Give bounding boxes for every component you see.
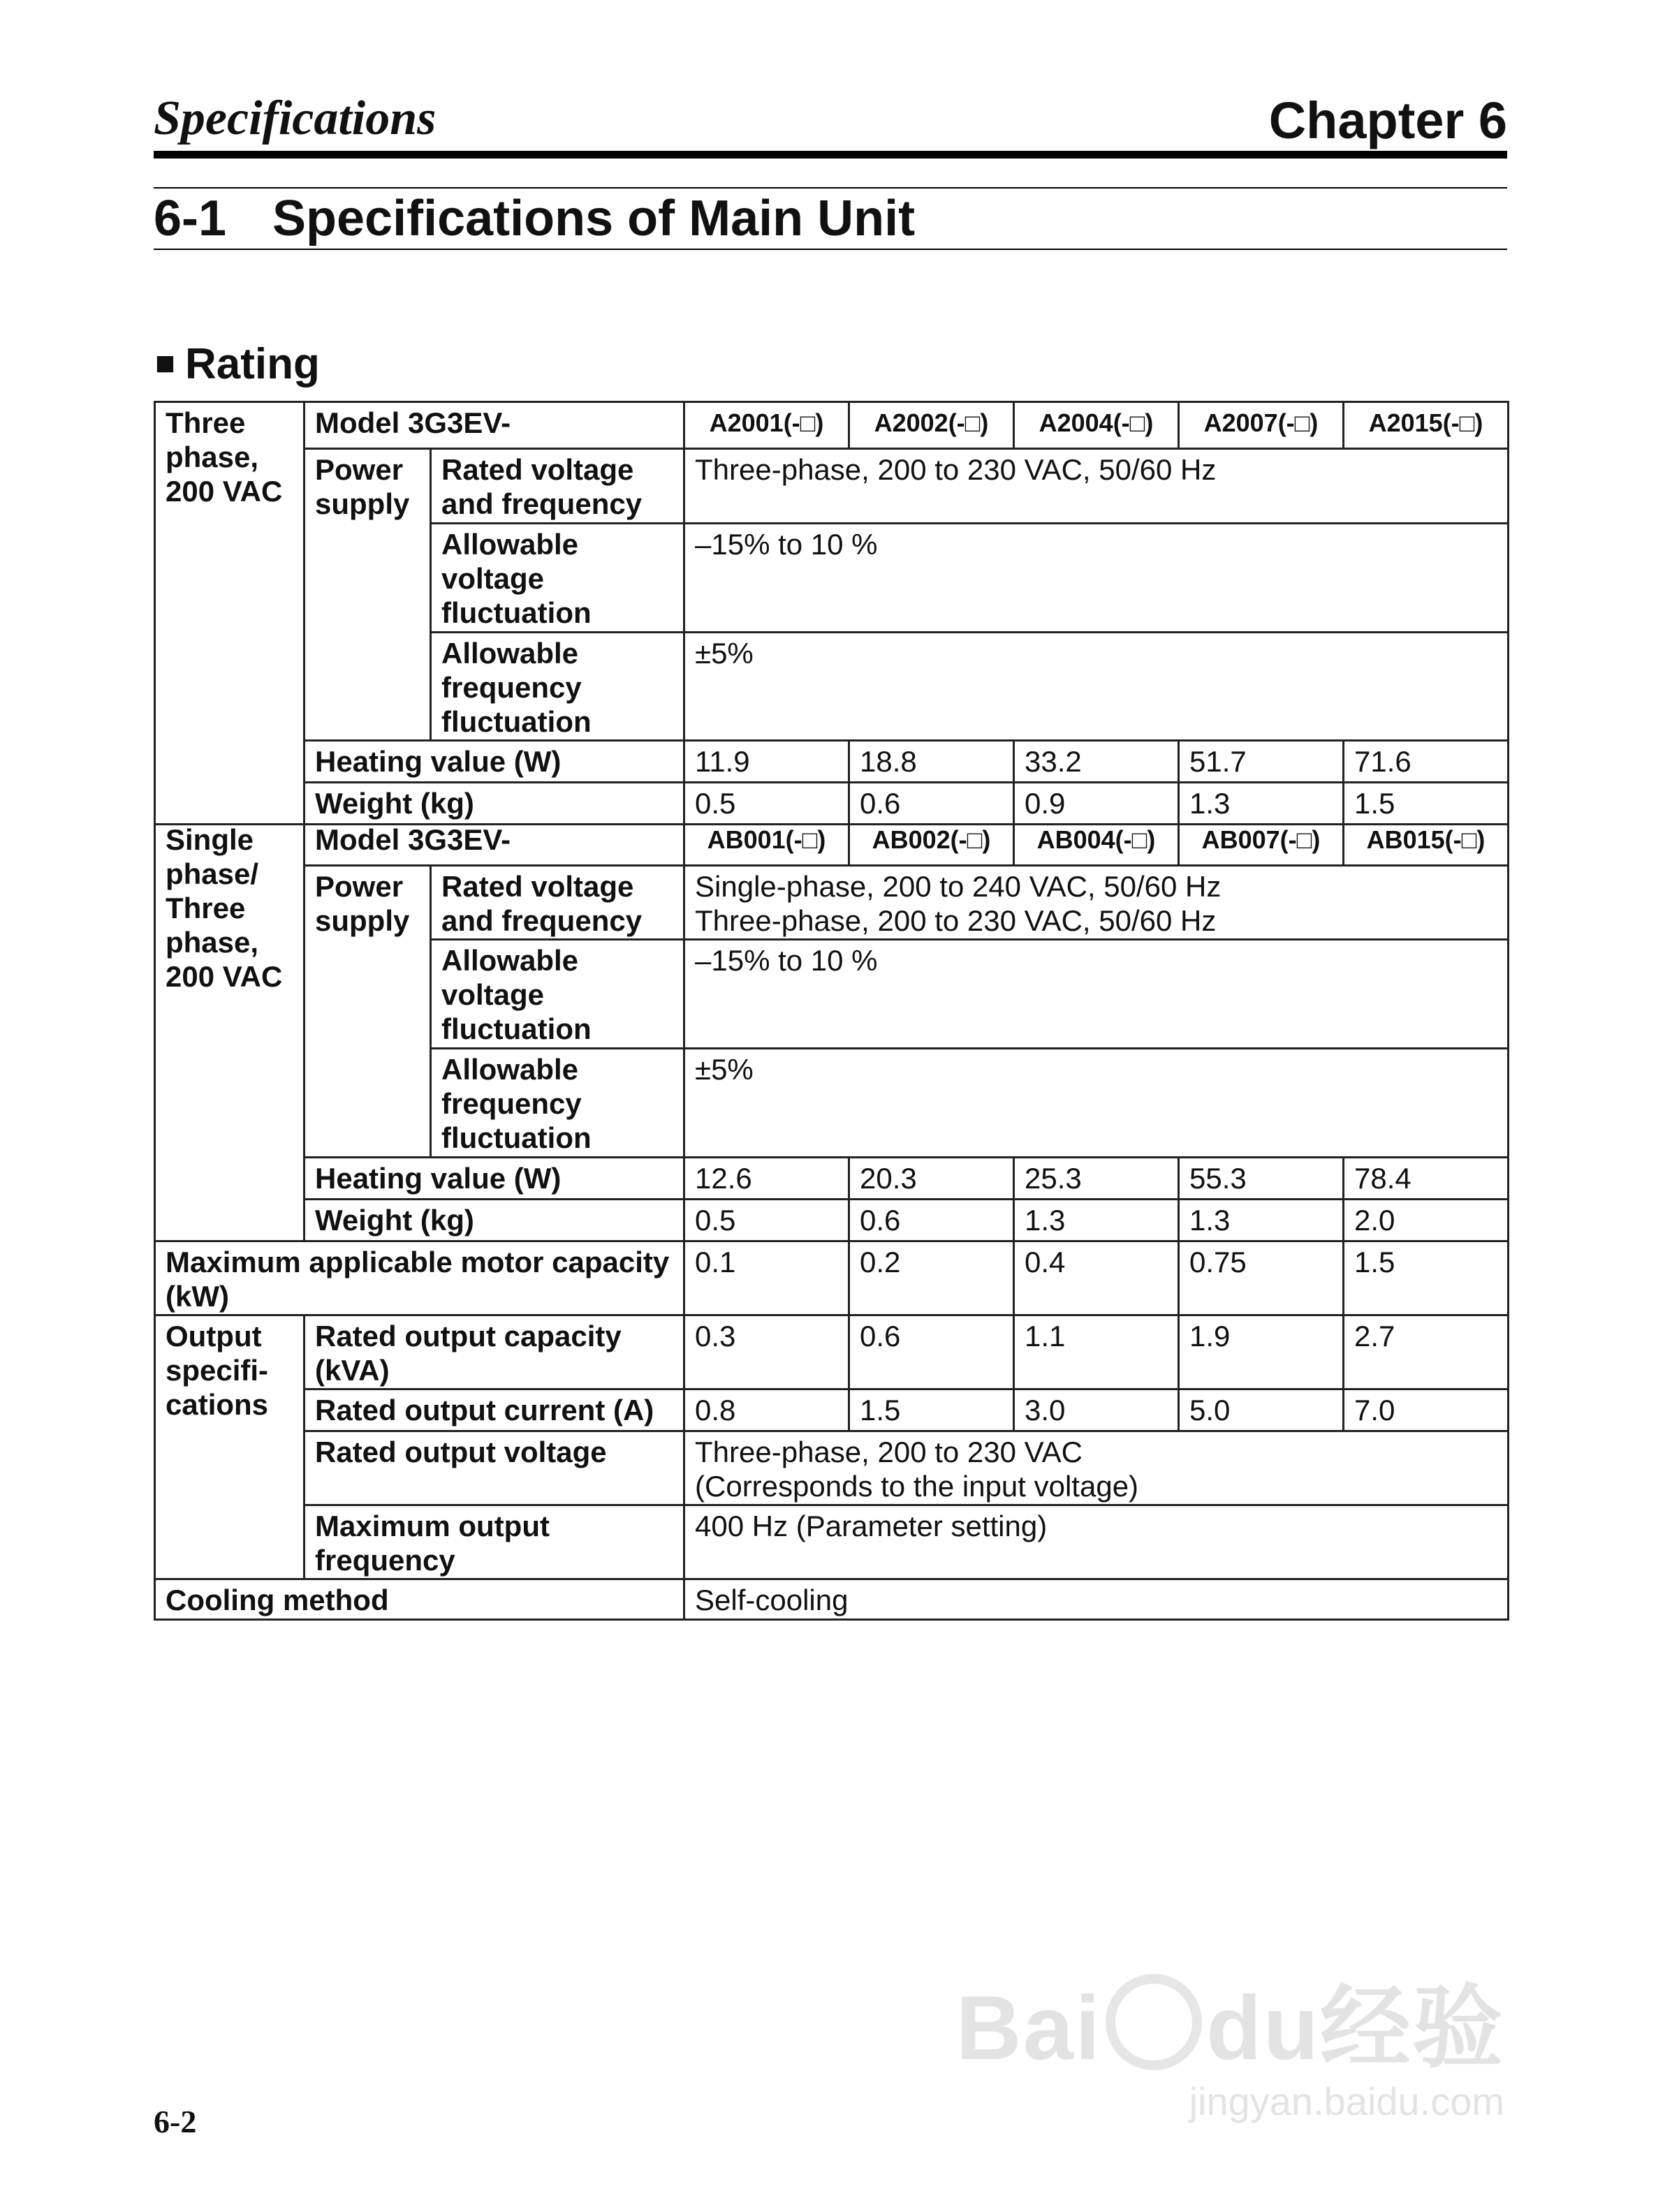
heating-label: Heating value (W) — [305, 1158, 684, 1200]
table-cell: 0.75 — [1179, 1241, 1344, 1315]
table-cell: 7.0 — [1344, 1389, 1509, 1431]
watermark-url: jingyan.baidu.com — [1189, 2079, 1504, 2123]
title-bottom-rule — [154, 249, 1507, 250]
model-cell: AB001(-□) — [684, 820, 849, 866]
model-cell: AB007(-□) — [1179, 820, 1344, 866]
table-cell: 0.2 — [849, 1241, 1014, 1315]
rated-voltage-line: Single-phase, 200 to 240 VAC, 50/60 Hz — [695, 870, 1222, 903]
table-row — [155, 1389, 1509, 1431]
watermark-brand-left: Bai — [955, 1977, 1102, 2079]
table-cell: 0.3 — [684, 1315, 849, 1389]
rated-voltage-value: Three-phase, 200 to 230 VAC, 50/60 Hz — [684, 449, 1509, 524]
table-cell: 33.2 — [1014, 741, 1179, 783]
table-cell: 71.6 — [1344, 741, 1509, 783]
table-row — [155, 783, 1509, 825]
header-chapter: Chapter 6 — [1268, 91, 1507, 149]
paw-logo-icon — [1106, 1974, 1202, 2070]
allowable-frequency-value: ±5% — [684, 1049, 1509, 1158]
table-cell: 0.4 — [1014, 1241, 1179, 1315]
baidu-watermark — [956, 1955, 1504, 2124]
rated-voltage-value — [684, 866, 1509, 940]
table-cell: 1.5 — [849, 1389, 1014, 1431]
table-cell: 0.1 — [684, 1241, 849, 1315]
table-row — [155, 402, 1509, 449]
allowable-voltage-value: –15% to 10 % — [684, 940, 1509, 1049]
table-cell: 1.3 — [1179, 1200, 1344, 1241]
table-cell: 1.5 — [1344, 783, 1509, 825]
table-cell: 1.5 — [1344, 1241, 1509, 1315]
allowable-voltage-value: –15% to 10 % — [684, 524, 1509, 633]
rated-output-voltage-label: Rated output voltage — [305, 1431, 684, 1505]
model-label: Model 3G3EV- — [305, 820, 684, 866]
rated-voltage-label: Rated voltage and frequency — [431, 449, 684, 524]
table-cell: 0.6 — [849, 783, 1014, 825]
model-cell: AB004(-□) — [1014, 820, 1179, 866]
table-cell: 0.6 — [849, 1200, 1014, 1241]
rating-table — [154, 401, 1509, 825]
watermark-brand-right: du — [1206, 1977, 1320, 2079]
table-cell: 3.0 — [1014, 1389, 1179, 1431]
weight-label: Weight (kg) — [305, 783, 684, 825]
table-row — [155, 1241, 1509, 1315]
table-cell: 1.3 — [1014, 1200, 1179, 1241]
model-cell: A2007(-□) — [1179, 402, 1344, 449]
model-cell: A2001(-□) — [684, 402, 849, 449]
max-output-frequency-value: 400 Hz (Parameter setting) — [684, 1505, 1509, 1579]
power-supply-label: Power supply — [305, 449, 431, 741]
cooling-value: Self-cooling — [684, 1579, 1509, 1620]
rated-output-capacity-label: Rated output capacity (kVA) — [305, 1315, 684, 1389]
table-cell: 1.9 — [1179, 1315, 1344, 1389]
table-cell: 0.6 — [849, 1315, 1014, 1389]
rated-output-voltage-value — [684, 1431, 1509, 1505]
model-cell: A2015(-□) — [1344, 402, 1509, 449]
table-cell: 0.8 — [684, 1389, 849, 1431]
square-bullet-icon: ■ — [155, 345, 175, 382]
cooling-label: Cooling method — [155, 1579, 684, 1620]
model-label: Model 3G3EV- — [305, 402, 684, 449]
allowable-voltage-label: Allowable voltage fluctuation — [431, 940, 684, 1049]
table-cell: 0.5 — [684, 1200, 849, 1241]
table-cell: 25.3 — [1014, 1158, 1179, 1200]
table-cell: 20.3 — [849, 1158, 1014, 1200]
section-title-text: Specifications of Main Unit — [272, 191, 916, 246]
table-cell: 5.0 — [1179, 1389, 1344, 1431]
header-rule — [154, 151, 1507, 158]
heating-label: Heating value (W) — [305, 741, 684, 783]
rated-output-voltage-line: Three-phase, 200 to 230 VAC — [695, 1436, 1083, 1468]
rated-output-voltage-line: (Corresponds to the input voltage) — [695, 1470, 1139, 1503]
table-row — [155, 449, 1509, 524]
model-cell: A2002(-□) — [849, 402, 1014, 449]
page-number: 6-2 — [154, 2104, 197, 2139]
title-top-rule — [154, 187, 1507, 189]
table-row — [155, 866, 1509, 940]
rated-voltage-label: Rated voltage and frequency — [431, 866, 684, 940]
table-cell: 11.9 — [684, 741, 849, 783]
subsection-title — [155, 339, 320, 389]
table-row — [155, 1579, 1509, 1620]
model-cell: AB002(-□) — [849, 820, 1014, 866]
table-row — [155, 1158, 1509, 1200]
output-label: Output specifi- cations — [155, 1315, 305, 1579]
power-supply-label: Power supply — [305, 866, 431, 1158]
table-row — [155, 820, 1509, 866]
allowable-frequency-label: Allowable frequency fluctuation — [431, 1049, 684, 1158]
table-cell: 55.3 — [1179, 1158, 1344, 1200]
rated-output-current-label: Rated output current (A) — [305, 1389, 684, 1431]
table-cell: 51.7 — [1179, 741, 1344, 783]
max-motor-label: Maximum applicable motor capacity (kW) — [155, 1241, 684, 1315]
allowable-frequency-label: Allowable frequency fluctuation — [431, 633, 684, 741]
watermark-brand-cn: 经验 — [1319, 1977, 1504, 2079]
table-cell: 2.0 — [1344, 1200, 1509, 1241]
table-cell: 2.7 — [1344, 1315, 1509, 1389]
allowable-frequency-value: ±5% — [684, 633, 1509, 741]
group1-label: Three phase, 200 VAC — [155, 402, 305, 825]
allowable-voltage-label: Allowable voltage fluctuation — [431, 524, 684, 633]
table-cell: 0.9 — [1014, 783, 1179, 825]
model-cell: AB015(-□) — [1344, 820, 1509, 866]
weight-label: Weight (kg) — [305, 1200, 684, 1241]
max-output-frequency-label: Maximum output frequency — [305, 1505, 684, 1579]
table-cell: 78.4 — [1344, 1158, 1509, 1200]
table-cell: 18.8 — [849, 741, 1014, 783]
section-number: 6-1 — [154, 191, 227, 246]
page-title — [154, 190, 915, 247]
table-cell: 0.5 — [684, 783, 849, 825]
header-section-title: Specifications — [154, 91, 437, 145]
table-cell: 1.1 — [1014, 1315, 1179, 1389]
model-cell: A2004(-□) — [1014, 402, 1179, 449]
rating-table-group2 — [154, 820, 1509, 1621]
rated-voltage-line: Three-phase, 200 to 230 VAC, 50/60 Hz — [695, 904, 1217, 937]
table-row — [155, 1431, 1509, 1505]
table-row — [155, 1505, 1509, 1579]
subsection-title-text: Rating — [185, 340, 320, 388]
table-row — [155, 1315, 1509, 1389]
table-row — [155, 741, 1509, 783]
group2-label: Single phase/ Three phase, 200 VAC — [155, 820, 305, 1241]
table-cell: 1.3 — [1179, 783, 1344, 825]
table-cell: 12.6 — [684, 1158, 849, 1200]
table-row — [155, 1200, 1509, 1241]
